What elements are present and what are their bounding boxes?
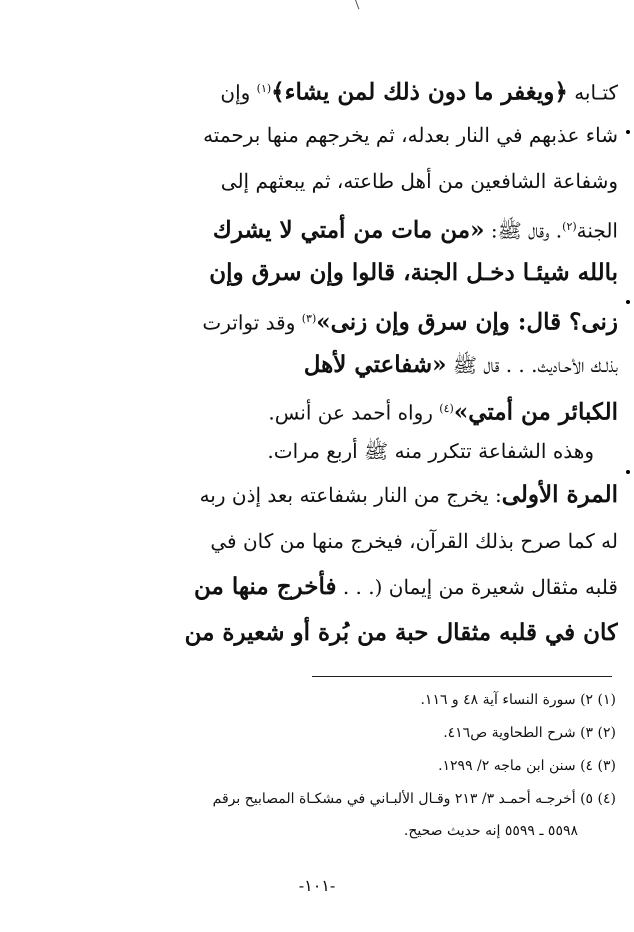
hadith-quote: «شفاعتي لأهل xyxy=(303,351,447,378)
footnote-4-continuation: ٥٥٩٨ ـ ٥٥٩٩ إنه حديث صحيح. xyxy=(403,823,578,839)
text-run: بذلـك الأحـاديث. . . قال ﷺ xyxy=(446,353,618,377)
hadith-quote: «من مات من أمتي لا يشرك xyxy=(212,216,485,244)
footnote-divider xyxy=(312,676,612,677)
margin-dot xyxy=(626,130,630,134)
footnote-ref: (١) xyxy=(256,82,272,95)
section-heading: المرة الأولى xyxy=(501,481,618,508)
text-run: قلبه مثقال شعيرة من إيمان (. . . xyxy=(336,575,618,599)
text-run: : يخرج من النار بشفاعته بعد إذن ربه xyxy=(199,483,502,507)
margin-dot xyxy=(626,300,630,304)
quran-quote: ﴿ويغفر ما دون ذلك لمن يشاء﴾ xyxy=(271,78,568,106)
text-line-10 xyxy=(80,472,618,518)
hadith-quote: الكبائر من أمتي» xyxy=(453,398,618,426)
footnote-ref: (٣) xyxy=(301,312,317,325)
scan-edge-mark xyxy=(355,0,369,9)
text-line-2: شاء عذبهم في النار بعدله، ثم يخرجهم منها برحمته xyxy=(203,123,618,147)
footnote-2: (٢) ٣) شرح الطحاوية ص٤١٦. xyxy=(443,725,616,741)
footnote-3: (٣) ٤) سنن ابن ماجه ٢/ ١٢٩٩. xyxy=(438,758,616,774)
footnote-4: (٤) ٥) أخرجـه أحمـد ٣/ ٢١٣ وقـال الألبـاني في مشكـاة المصابيح برقم xyxy=(212,791,616,807)
footnote-ref: (٢) xyxy=(562,220,577,233)
footnote-ref: (٤) xyxy=(439,402,454,415)
text-line-6 xyxy=(80,296,618,342)
margin-dot xyxy=(626,470,630,474)
text-run: الجنة xyxy=(576,218,618,243)
footnotes xyxy=(60,684,616,846)
text-line-3: وشفاعة الشافعين من أهل طاعته، ثم يبعثهم إلى xyxy=(220,169,618,193)
text-line-8 xyxy=(80,388,618,430)
text-line-4 xyxy=(80,204,618,250)
main-text xyxy=(80,66,618,656)
text-line-13: كان في قلبه مثقال حبة من بُرة أو شعيرة من xyxy=(184,619,618,646)
text-run: . وقال ﷺ: xyxy=(484,218,563,243)
text-run: وإن xyxy=(220,80,257,105)
text-run: كتـابه xyxy=(567,80,618,105)
text-line-1 xyxy=(80,66,618,112)
footnote-1: (١) ٢) سورة النساء آية ٤٨ و ١١٦. xyxy=(420,692,616,708)
page-number: -١٠١- xyxy=(298,876,336,895)
text-line-12 xyxy=(80,564,618,610)
text-line-5: بالله شيئـا دخـل الجنة، قالوا وإن سرق وإن xyxy=(209,259,618,286)
text-line-9: وهذه الشفاعة تتكرر منه ﷺ أربع مرات. xyxy=(267,439,594,463)
text-line-7 xyxy=(80,342,618,388)
text-line-11: له كما صرح بذلك القرآن، فيخرج منها من كان في xyxy=(210,529,618,553)
text-run: وقد تواترت xyxy=(202,310,302,335)
hadith-quote: زنى؟ قال: وإن سرق وإن زنى» xyxy=(316,308,618,336)
text-run: رواه أحمد عن أنس. xyxy=(268,400,440,425)
hadith-quote: فأخرج منها من xyxy=(193,573,337,600)
